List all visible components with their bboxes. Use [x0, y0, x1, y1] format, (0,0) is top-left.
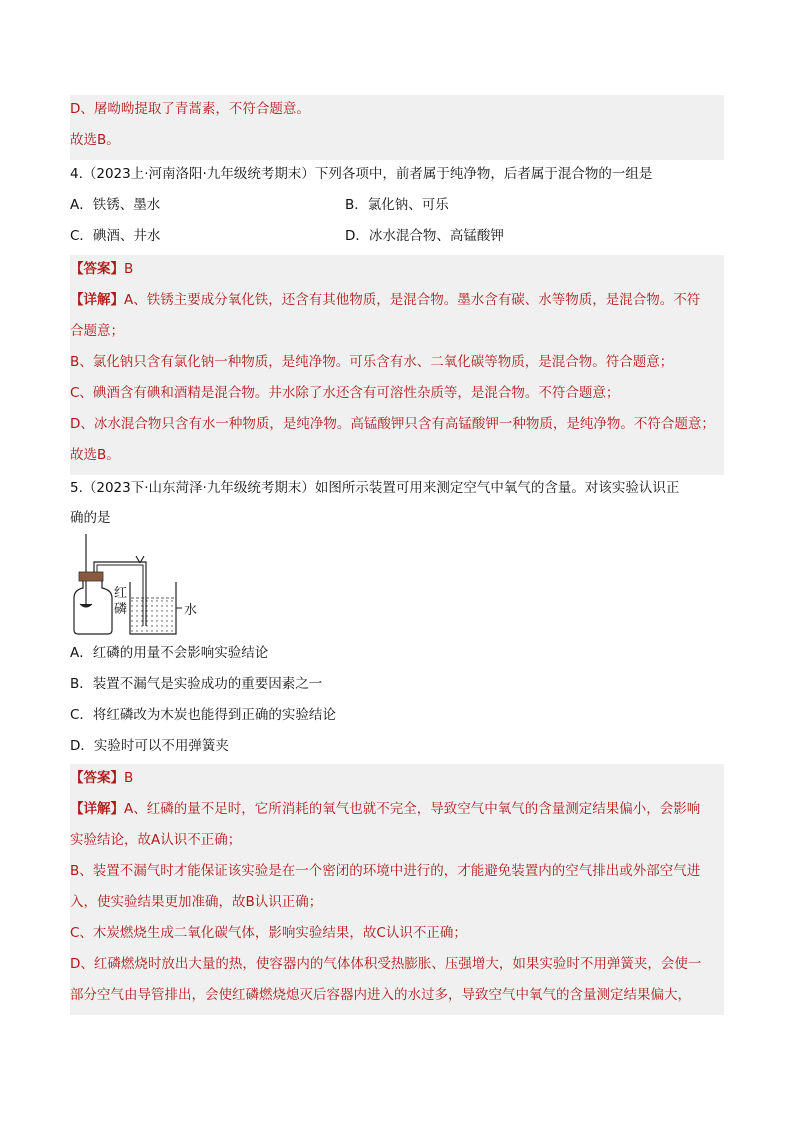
q3-option-d-explanation: D、屠呦呦提取了青蒿素，不符合题意。 [70, 95, 724, 129]
q5-detail-line-6: D、红磷燃烧时放出大量的热，使容器内的气体体积受热膨胀、压强增大，如果实验时不用弹簧夹，会使一 [70, 950, 724, 984]
q4-detail-line-3: B、氯化钠只含有氯化钠一种物质，是纯净物。可乐含有水、二氧化碳等物质，是混合物。符合题意； [70, 348, 724, 382]
q4-option-d: D．冰水混合物、高锰酸钾 [345, 228, 504, 244]
q4-detail-line-5: D、冰水混合物只含有水一种物质，是纯净物。高锰酸钾只含有高锰酸钾一种物质，是纯净物。不符合题意； [70, 410, 724, 444]
q4-option-a: A．铁锈、墨水 [70, 197, 161, 213]
answer-label: 【答案】 [70, 770, 124, 786]
q3-choose-line: 故选B。 [70, 126, 724, 160]
q4-detail-line-4: C、碘酒含有碘和酒精是混合物。井水除了水还含有可溶性杂质等，是混合物。不符合题意； [70, 379, 724, 413]
q5-answer [70, 764, 724, 798]
q4-detail-line-6: 故选B。 [70, 441, 724, 475]
q5-detail-line-1 [70, 795, 724, 829]
rubber-stopper [79, 572, 103, 581]
answer-label: 【答案】 [70, 261, 124, 277]
answer-value: B [124, 261, 134, 277]
q4-option-c: C．碘酒、井水 [70, 228, 161, 244]
q4-detail-line-1 [70, 286, 724, 320]
q5-detail-line-4: 入，使实验结果更加准确，故B认识正确； [70, 888, 724, 922]
label-phosphorus: 磷 [114, 602, 128, 617]
q5-detail-line-3: B、装置不漏气时才能保证该实验是在一个密闭的环境中进行的，才能避免装置内的空气排出或外部空气进 [70, 857, 724, 891]
q5-option-d: D．实验时可以不用弹簧夹 [70, 738, 229, 754]
q4-answer [70, 255, 724, 289]
q5-stem-line-2: 确的是 [70, 510, 111, 526]
q5-detail-line-7: 部分空气由导管排出，会使红磷燃烧熄灭后容器内进入的水过多，导致空气中氧气的含量测定结果偏大， [70, 981, 724, 1015]
q5-option-a: A．红磷的用量不会影响实验结论 [70, 645, 269, 661]
q5-stem-line-1: 5.（2023下·山东菏泽·九年级统考期末）如图所示装置可用来测定空气中氧气的含量。对该实验认识正 [70, 480, 680, 496]
flask [74, 581, 112, 634]
experiment-diagram [70, 534, 210, 636]
water-fill [131, 598, 175, 633]
apparatus-svg [70, 534, 210, 636]
detail-text: A、铁锈主要成分氧化铁，还含有其他物质，是混合物。墨水含有碳、水等物质，是混合物。不符 [124, 292, 701, 308]
detail-label: 【详解】 [70, 801, 124, 817]
label-water: 水 [184, 603, 198, 618]
q4-detail-line-2: 合题意； [70, 317, 724, 351]
label-red: 红 [114, 586, 128, 601]
q4-option-b: B．氯化钠、可乐 [345, 197, 449, 213]
q4-stem: 4.（2023上·河南洛阳·九年级统考期末）下列各项中，前者属于纯净物，后者属于混合物的一组是 [70, 166, 653, 182]
q5-option-c: C．将红磷改为木炭也能得到正确的实验结论 [70, 707, 336, 723]
red-phosphorus [80, 604, 92, 607]
q5-detail-line-5: C、木炭燃烧生成二氧化碳气体，影响实验结果，故C认识不正确； [70, 919, 724, 953]
q5-detail-line-2: 实验结论，故A认识不正确； [70, 826, 724, 860]
answer-value: B [124, 770, 134, 786]
detail-label: 【详解】 [70, 292, 124, 308]
detail-text: A、红磷的量不足时，它所消耗的氧气也就不完全，导致空气中氧气的含量测定结果偏小，会影响 [124, 801, 701, 817]
q5-option-b: B．装置不漏气是实验成功的重要因素之一 [70, 676, 323, 692]
